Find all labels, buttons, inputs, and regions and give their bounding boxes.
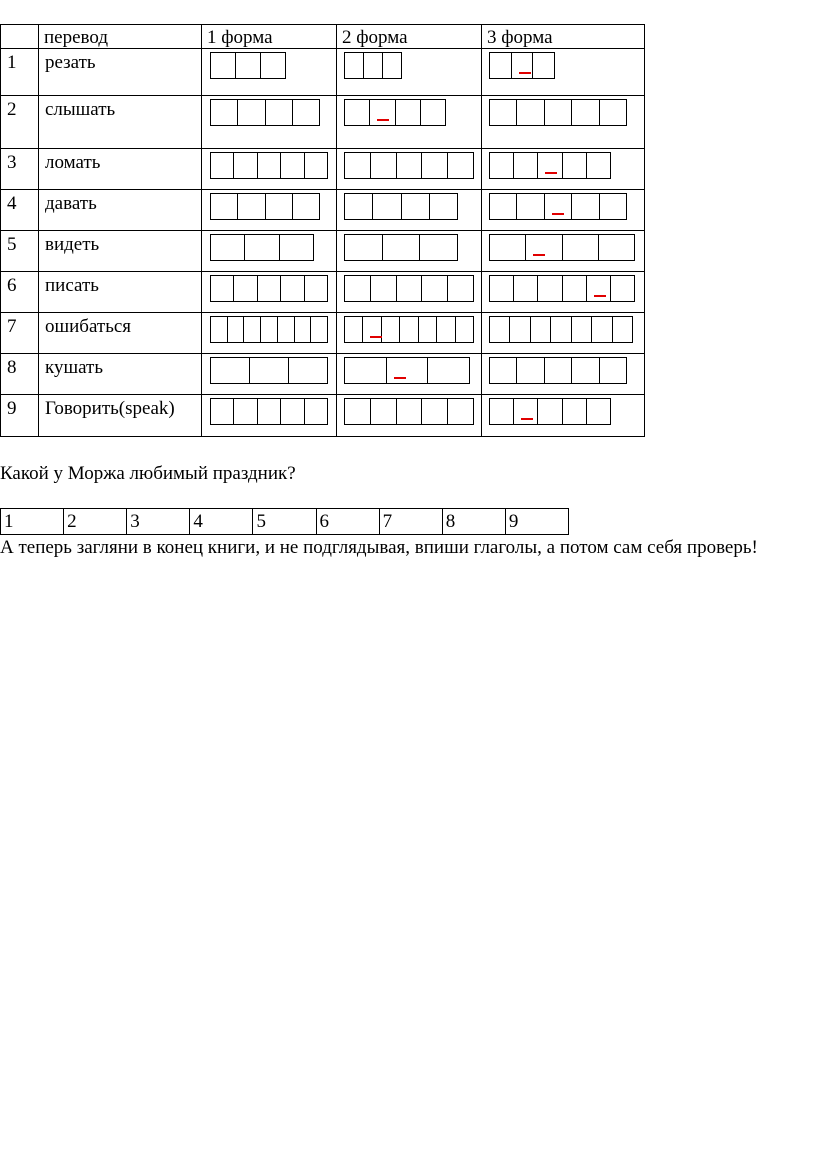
form-1-letter-boxes bbox=[210, 152, 328, 179]
letter-box[interactable] bbox=[211, 152, 234, 179]
form-3-letter-boxes bbox=[489, 398, 611, 425]
letter-box[interactable] bbox=[572, 316, 592, 343]
letter-box[interactable] bbox=[383, 52, 402, 79]
letter-box[interactable] bbox=[545, 357, 572, 384]
letter-box[interactable] bbox=[572, 193, 599, 220]
letter-box[interactable] bbox=[305, 275, 328, 302]
letter-box[interactable] bbox=[311, 316, 328, 343]
russian-verb: давать bbox=[45, 193, 97, 214]
letter-box[interactable] bbox=[430, 193, 458, 220]
letter-box[interactable] bbox=[422, 152, 448, 179]
letter-box[interactable] bbox=[387, 357, 429, 384]
row-number: 1 bbox=[7, 52, 17, 73]
letter-box[interactable] bbox=[250, 357, 289, 384]
letter-box[interactable] bbox=[234, 275, 257, 302]
table-column-rule bbox=[644, 24, 645, 436]
answer-cell[interactable]: 5 bbox=[253, 509, 316, 534]
letter-box[interactable] bbox=[572, 99, 599, 126]
russian-verb: кушать bbox=[45, 357, 104, 378]
form-1-letter-boxes bbox=[210, 52, 286, 79]
letter-box[interactable] bbox=[345, 316, 363, 343]
letter-box[interactable] bbox=[211, 234, 245, 261]
letter-box[interactable] bbox=[345, 275, 371, 302]
letter-box[interactable] bbox=[517, 193, 544, 220]
letter-box[interactable] bbox=[261, 316, 278, 343]
instruction-text: А теперь загляни в конец книги, и не подглядывая, впиши глаголы, а потом сам себя проверь! bbox=[0, 537, 758, 558]
form-1-letter-boxes bbox=[210, 99, 320, 126]
letter-box[interactable] bbox=[211, 193, 238, 220]
russian-verb: писать bbox=[45, 275, 99, 296]
row-number: 3 bbox=[7, 152, 17, 173]
row-number: 2 bbox=[7, 99, 17, 120]
table-column-rule bbox=[38, 24, 39, 436]
form-3-letter-boxes bbox=[489, 275, 635, 302]
letter-box[interactable] bbox=[420, 234, 458, 261]
row-number: 4 bbox=[7, 193, 17, 214]
letter-box[interactable] bbox=[261, 52, 286, 79]
letter-box[interactable] bbox=[563, 234, 599, 261]
header-form-3: 3 форма bbox=[487, 27, 553, 48]
letter-box[interactable] bbox=[234, 398, 257, 425]
table-row-rule bbox=[0, 353, 645, 354]
row-number: 5 bbox=[7, 234, 17, 255]
letter-box[interactable] bbox=[371, 398, 397, 425]
letter-box[interactable] bbox=[587, 275, 611, 302]
answer-cell[interactable]: 9 bbox=[508, 511, 519, 532]
form-2-letter-boxes bbox=[344, 316, 474, 343]
letter-box[interactable] bbox=[563, 275, 587, 302]
form-1-letter-boxes bbox=[210, 234, 314, 261]
letter-box[interactable] bbox=[364, 52, 383, 79]
table-row-rule bbox=[0, 148, 645, 149]
letter-box[interactable] bbox=[422, 275, 448, 302]
form-3-letter-boxes bbox=[489, 234, 635, 261]
letter-box[interactable] bbox=[289, 357, 328, 384]
letter-box[interactable] bbox=[278, 316, 295, 343]
letter-box[interactable] bbox=[234, 152, 257, 179]
letter-box[interactable] bbox=[490, 52, 512, 79]
letter-box[interactable] bbox=[538, 398, 562, 425]
row-number: 7 bbox=[7, 316, 17, 337]
letter-box[interactable] bbox=[397, 275, 423, 302]
letter-box[interactable] bbox=[510, 316, 530, 343]
form-1-letter-boxes bbox=[210, 275, 328, 302]
letter-box[interactable] bbox=[448, 275, 474, 302]
letter-box[interactable] bbox=[400, 316, 418, 343]
form-1-letter-boxes bbox=[210, 398, 328, 425]
answer-cell[interactable]: 8 bbox=[443, 509, 506, 534]
answer-cell[interactable]: 6 bbox=[317, 509, 380, 534]
russian-verb: видеть bbox=[45, 234, 100, 255]
letter-box[interactable] bbox=[490, 99, 517, 126]
letter-box[interactable] bbox=[295, 316, 312, 343]
form-3-letter-boxes bbox=[489, 52, 555, 79]
answer-cell[interactable]: 3 bbox=[127, 509, 190, 534]
letter-box[interactable] bbox=[490, 193, 517, 220]
letter-box[interactable] bbox=[419, 316, 437, 343]
answer-cell[interactable]: 7 bbox=[380, 509, 443, 534]
letter-box[interactable] bbox=[244, 316, 261, 343]
letter-box[interactable] bbox=[448, 152, 474, 179]
form-3-letter-boxes bbox=[489, 152, 611, 179]
answer-cell[interactable]: 1 bbox=[1, 509, 64, 534]
letter-box[interactable] bbox=[600, 193, 627, 220]
letter-box[interactable] bbox=[280, 234, 314, 261]
letter-box[interactable] bbox=[514, 398, 538, 425]
highlight-letter-marker bbox=[594, 295, 606, 297]
letter-box[interactable] bbox=[572, 357, 599, 384]
letter-box[interactable] bbox=[345, 193, 373, 220]
letter-box[interactable] bbox=[245, 234, 279, 261]
letter-box[interactable] bbox=[258, 152, 281, 179]
letter-box[interactable] bbox=[421, 99, 446, 126]
form-1-letter-boxes bbox=[210, 193, 320, 220]
letter-box[interactable] bbox=[517, 357, 544, 384]
row-number: 6 bbox=[7, 275, 17, 296]
letter-box[interactable] bbox=[422, 398, 448, 425]
letter-box[interactable] bbox=[281, 152, 304, 179]
letter-box[interactable] bbox=[345, 398, 371, 425]
letter-box[interactable] bbox=[490, 152, 514, 179]
letter-box[interactable] bbox=[228, 316, 245, 343]
letter-box[interactable] bbox=[383, 234, 421, 261]
letter-box[interactable] bbox=[517, 99, 544, 126]
answer-cell[interactable]: 4 bbox=[190, 509, 253, 534]
letter-box[interactable] bbox=[211, 357, 250, 384]
header-translation: перевод bbox=[44, 27, 108, 48]
table-row-rule bbox=[0, 271, 645, 272]
form-3-letter-boxes bbox=[489, 316, 633, 343]
form-2-letter-boxes bbox=[344, 193, 458, 220]
letter-box[interactable] bbox=[490, 316, 510, 343]
form-2-letter-boxes bbox=[344, 52, 402, 79]
letter-box[interactable] bbox=[266, 99, 293, 126]
form-2-letter-boxes bbox=[344, 275, 474, 302]
letter-box[interactable] bbox=[345, 52, 364, 79]
riddle-question: Какой у Моржа любимый праздник? bbox=[0, 463, 296, 484]
form-2-letter-boxes bbox=[344, 152, 474, 179]
letter-box[interactable] bbox=[551, 316, 571, 343]
letter-box[interactable] bbox=[599, 234, 635, 261]
highlight-letter-marker bbox=[394, 377, 406, 379]
letter-box[interactable] bbox=[531, 316, 551, 343]
letter-box[interactable] bbox=[611, 275, 635, 302]
table-column-rule bbox=[0, 24, 1, 436]
answer-cell[interactable]: 2 bbox=[64, 509, 127, 534]
letter-box[interactable] bbox=[538, 152, 562, 179]
form-1-letter-boxes bbox=[210, 357, 328, 384]
letter-box[interactable] bbox=[211, 316, 228, 343]
table-column-rule bbox=[201, 24, 202, 436]
table-row-rule bbox=[0, 312, 645, 313]
russian-verb: резать bbox=[45, 52, 96, 73]
letter-box[interactable] bbox=[345, 152, 371, 179]
form-3-letter-boxes bbox=[489, 193, 627, 220]
table-row-rule bbox=[0, 24, 645, 25]
highlight-letter-marker bbox=[377, 119, 389, 121]
letter-box[interactable] bbox=[437, 316, 455, 343]
letter-box[interactable] bbox=[211, 275, 234, 302]
letter-box[interactable] bbox=[533, 52, 555, 79]
letter-box[interactable] bbox=[600, 357, 627, 384]
letter-box[interactable] bbox=[345, 234, 383, 261]
table-row-rule bbox=[0, 436, 645, 437]
letter-box[interactable] bbox=[490, 357, 517, 384]
table-row-rule bbox=[0, 230, 645, 231]
highlight-letter-marker bbox=[370, 336, 382, 338]
letter-box[interactable] bbox=[238, 193, 265, 220]
form-3-letter-boxes bbox=[489, 357, 627, 384]
form-2-letter-boxes bbox=[344, 99, 446, 126]
header-form-1: 1 форма bbox=[207, 27, 273, 48]
letter-box[interactable] bbox=[563, 152, 587, 179]
letter-box[interactable] bbox=[305, 152, 328, 179]
table-row-rule bbox=[0, 95, 645, 96]
letter-box[interactable] bbox=[211, 398, 234, 425]
highlight-letter-marker bbox=[552, 213, 564, 215]
russian-verb: ломать bbox=[45, 152, 101, 173]
form-3-letter-boxes bbox=[489, 99, 627, 126]
letter-box[interactable] bbox=[370, 99, 395, 126]
letter-box[interactable] bbox=[281, 398, 304, 425]
letter-box[interactable] bbox=[587, 152, 611, 179]
form-1-letter-boxes bbox=[210, 316, 328, 343]
verb-forms-table bbox=[0, 24, 645, 436]
letter-box[interactable] bbox=[258, 275, 281, 302]
letter-box[interactable] bbox=[592, 316, 612, 343]
letter-box[interactable] bbox=[363, 316, 381, 343]
letter-box[interactable] bbox=[258, 398, 281, 425]
highlight-letter-marker bbox=[545, 172, 557, 174]
letter-box[interactable] bbox=[600, 99, 627, 126]
letter-box[interactable] bbox=[371, 275, 397, 302]
letter-box[interactable] bbox=[293, 99, 320, 126]
letter-box[interactable] bbox=[514, 152, 538, 179]
letter-box[interactable] bbox=[545, 193, 572, 220]
russian-verb: ошибаться bbox=[45, 316, 132, 337]
answer-strip bbox=[0, 508, 569, 535]
form-2-letter-boxes bbox=[344, 398, 474, 425]
letter-box[interactable] bbox=[402, 193, 430, 220]
letter-box[interactable] bbox=[373, 193, 401, 220]
letter-box[interactable] bbox=[490, 275, 514, 302]
letter-box[interactable] bbox=[545, 99, 572, 126]
highlight-letter-marker bbox=[521, 418, 533, 420]
letter-box[interactable] bbox=[293, 193, 320, 220]
letter-box[interactable] bbox=[538, 275, 562, 302]
letter-box[interactable] bbox=[514, 275, 538, 302]
letter-box[interactable] bbox=[397, 398, 423, 425]
letter-box[interactable] bbox=[587, 398, 611, 425]
letter-box[interactable] bbox=[456, 316, 474, 343]
form-2-letter-boxes bbox=[344, 234, 458, 261]
letter-box[interactable] bbox=[526, 234, 562, 261]
letter-box[interactable] bbox=[211, 52, 236, 79]
letter-box[interactable] bbox=[211, 99, 238, 126]
highlight-letter-marker bbox=[533, 254, 545, 256]
letter-box[interactable] bbox=[428, 357, 470, 384]
letter-box[interactable] bbox=[266, 193, 293, 220]
row-number: 8 bbox=[7, 357, 17, 378]
row-number: 9 bbox=[7, 398, 17, 419]
letter-box[interactable] bbox=[613, 316, 633, 343]
table-row-rule bbox=[0, 189, 645, 190]
letter-box[interactable] bbox=[238, 99, 265, 126]
table-row-rule bbox=[0, 394, 645, 395]
letter-box[interactable] bbox=[345, 99, 370, 126]
letter-box[interactable] bbox=[305, 398, 328, 425]
form-2-letter-boxes bbox=[344, 357, 470, 384]
letter-box[interactable] bbox=[371, 152, 397, 179]
table-column-rule bbox=[336, 24, 337, 436]
table-column-rule bbox=[481, 24, 482, 436]
letter-box[interactable] bbox=[281, 275, 304, 302]
russian-verb: слышать bbox=[45, 99, 116, 120]
highlight-letter-marker bbox=[519, 72, 531, 74]
letter-box[interactable] bbox=[563, 398, 587, 425]
letter-box[interactable] bbox=[448, 398, 474, 425]
letter-box[interactable] bbox=[382, 316, 400, 343]
letter-box[interactable] bbox=[512, 52, 534, 79]
letter-box[interactable] bbox=[490, 398, 514, 425]
russian-verb: Говорить(speak) bbox=[45, 398, 175, 419]
letter-box[interactable] bbox=[236, 52, 261, 79]
letter-box[interactable] bbox=[397, 152, 423, 179]
letter-box[interactable] bbox=[490, 234, 526, 261]
header-form-2: 2 форма bbox=[342, 27, 408, 48]
letter-box[interactable] bbox=[396, 99, 421, 126]
letter-box[interactable] bbox=[345, 357, 387, 384]
